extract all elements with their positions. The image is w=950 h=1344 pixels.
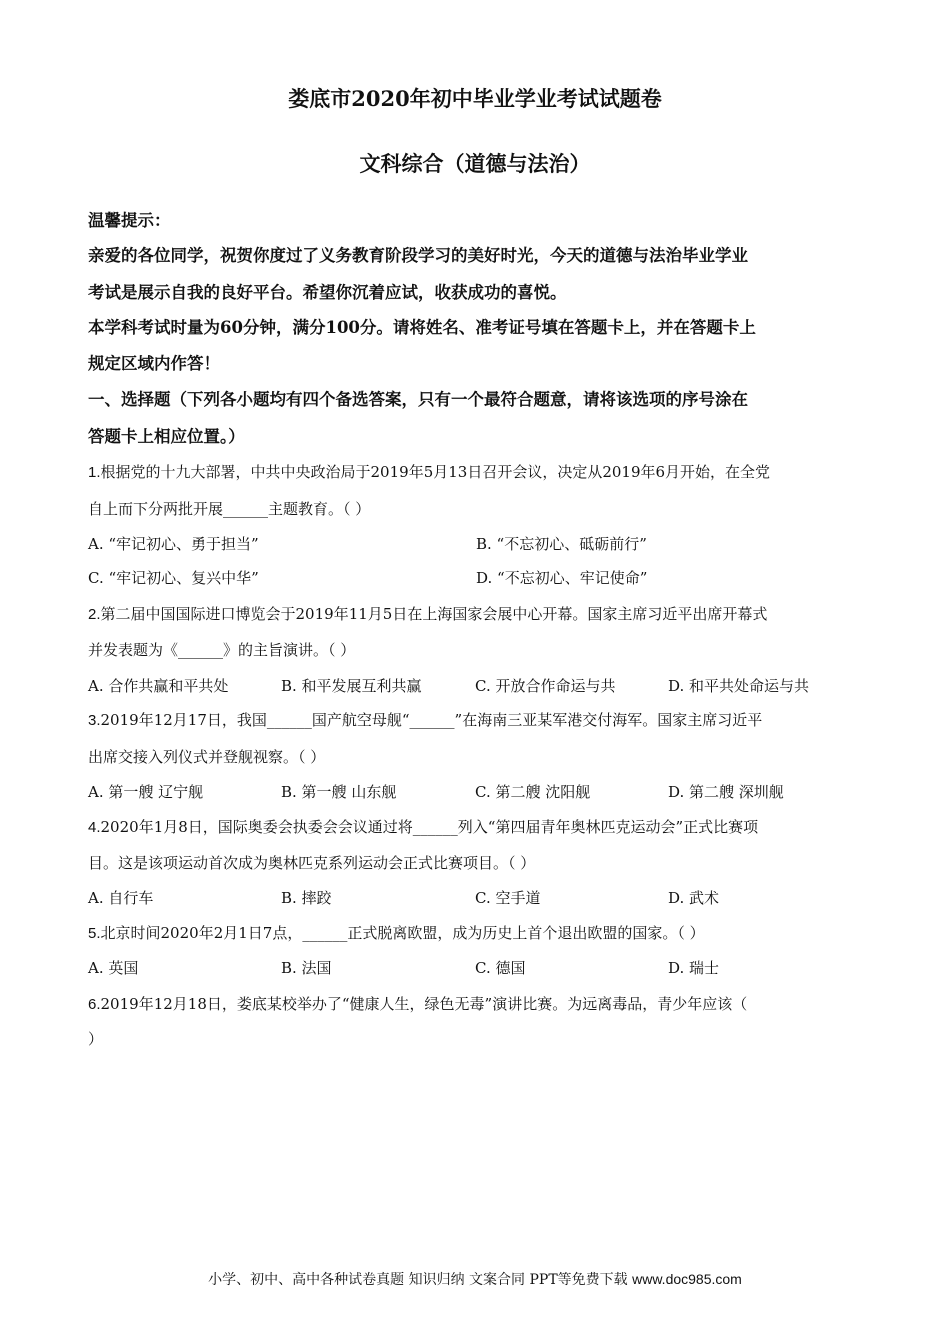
section-heading-line-2: 答题卡上相应位置。）	[88, 427, 245, 446]
question-3-option-a: A. 第一艘 辽宁舰	[88, 783, 204, 801]
question-6-line-2: ）	[88, 1030, 104, 1048]
question-4-line-2: 目。这是该项运动首次成为奥林匹克系列运动会正式比赛项目。（ ）	[88, 854, 536, 872]
question-2-option-c: C. 开放合作命运与共	[475, 677, 616, 695]
question-2-option-d: D. 和平共处命运与共	[668, 677, 810, 695]
notice-paragraph-1-line-1: 亲爱的各位同学，祝贺你度过了义务教育阶段学习的美好时光，今天的道德与法治毕业学业	[88, 246, 748, 265]
question-3-line-1: 3.2019年12月17日，我国______国产航空母舰“______”在海南三亚某军港交付海军。国家主席习近平	[88, 711, 763, 729]
question-5-option-c: C. 德国	[475, 959, 526, 977]
question-3-line-2: 出席交接入列仪式并登舰视察。（ ）	[88, 748, 326, 766]
question-4-line-1: 4.2020年1月8日，国际奥委会执委会会议通过将______列入“第四届青年奥林匹克运动会”正式比赛项	[88, 818, 759, 836]
question-1-option-b: B. “不忘初心、砥砺前行”	[476, 535, 647, 553]
question-1-line-1: 1.根据党的十九大部署，中共中央政治局于2019年5月13日召开会议，决定从2019年6月开始，在全党	[88, 463, 771, 481]
page-title: 娄底市2020年初中毕业学业考试试题卷	[288, 86, 662, 111]
question-4-option-a: A. 自行车	[88, 889, 154, 907]
notice-paragraph-2-line-2: 规定区域内作答！	[88, 354, 220, 373]
section-heading-line-1: 一、选择题（下列各小题均有四个备选答案，只有一个最符合题意，请将该选项的序号涂在	[88, 390, 748, 409]
question-5-line-1: 5.北京时间2020年2月1日7点，______正式脱离欧盟，成为历史上首个退出欧盟的国家。（ ）	[88, 924, 705, 942]
question-5-option-a: A. 英国	[88, 959, 139, 977]
question-1-option-a: A. “牢记初心、勇于担当”	[88, 535, 259, 553]
question-1-option-c: C. “牢记初心、复兴中华”	[88, 569, 259, 587]
question-4-option-c: C. 空手道	[475, 889, 541, 907]
footer-text: 小学、初中、高中各种试卷真题 知识归纳 文案合同 PPT等免费下载	[208, 1272, 633, 1288]
question-4-option-d: D. 武术	[668, 889, 720, 907]
notice-paragraph-1-line-2: 考试是展示自我的良好平台。希望你沉着应试，收获成功的喜悦。	[88, 283, 567, 302]
question-3-option-d: D. 第二艘 深圳舰	[668, 783, 784, 801]
notice-paragraph-2-line-1: 本学科考试时量为60分钟，满分100分。请将姓名、准考证号填在答题卡上，并在答题卡上	[88, 318, 756, 337]
question-5-option-d: D. 瑞士	[668, 959, 720, 977]
question-2-option-a: A. 合作共赢和平共处	[88, 677, 229, 695]
question-5-option-b: B. 法国	[281, 959, 332, 977]
question-1-line-2: 自上而下分两批开展______主题教育。（ ）	[88, 500, 371, 518]
question-3-option-b: B. 第一艘 山东舰	[281, 783, 397, 801]
question-2-option-b: B. 和平发展互利共赢	[281, 677, 422, 695]
page-footer	[0, 1269, 950, 1289]
question-3-option-c: C. 第二艘 沈阳舰	[475, 783, 591, 801]
notice-label: 温馨提示：	[88, 211, 171, 230]
question-2-line-1: 2.第二届中国国际进口博览会于2019年11月5日在上海国家会展中心开幕。国家主席习近平出席开幕式	[88, 605, 768, 623]
footer-link[interactable]: www.doc985.com	[632, 1271, 742, 1287]
question-2-line-2: 并发表题为《______》的主旨演讲。（ ）	[88, 641, 356, 659]
question-4-option-b: B. 摔跤	[281, 889, 332, 907]
page-subtitle: 文科综合（道德与法治）	[359, 151, 591, 176]
question-6-line-1: 6.2019年12月18日，娄底某校举办了“健康人生，绿色无毒”演讲比赛。为远离毒品，青少年应该（	[88, 995, 748, 1013]
question-1-option-d: D. “不忘初心、牢记使命”	[476, 569, 648, 587]
